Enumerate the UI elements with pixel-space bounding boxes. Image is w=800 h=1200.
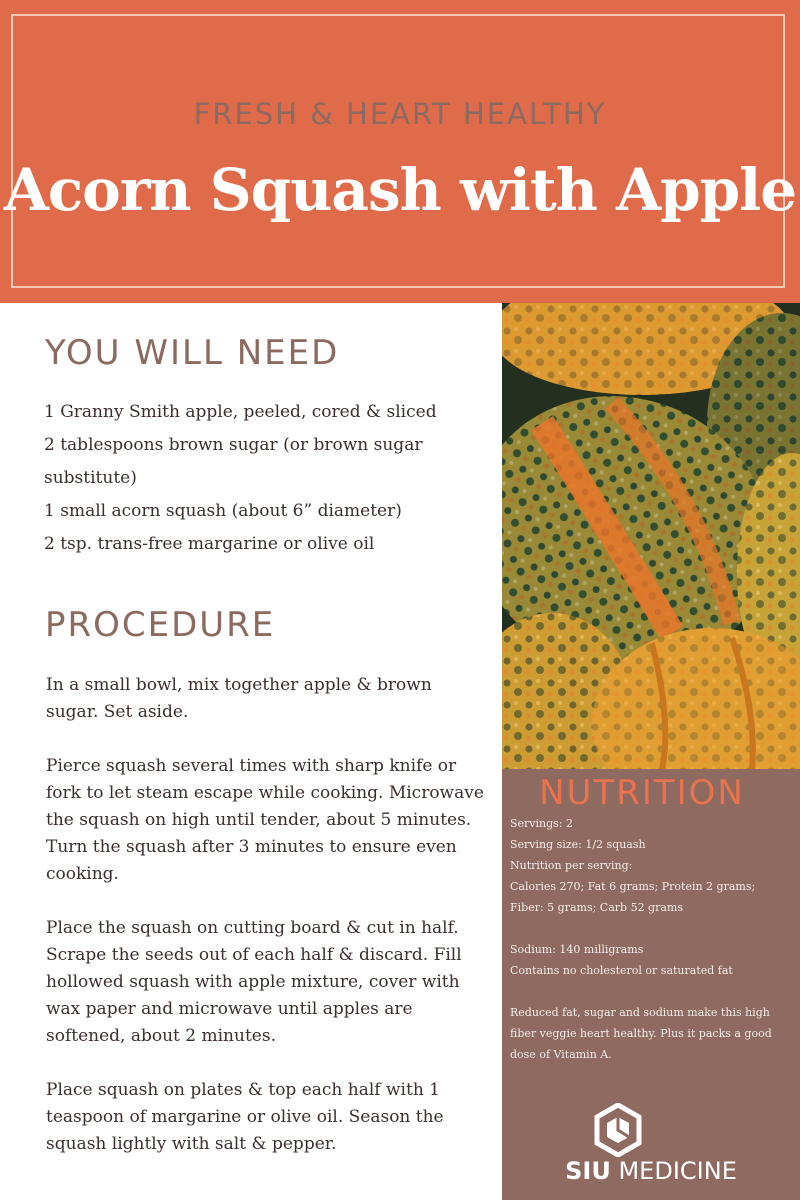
ingredients-list bbox=[44, 396, 474, 561]
nutrition-line: fiber veggie heart healthy. Plus it packs a good bbox=[510, 1027, 772, 1040]
nutrition-line: Servings: 2 bbox=[510, 817, 574, 830]
procedure-heading: PROCEDURE bbox=[45, 605, 276, 645]
procedure-step: Place the squash on cutting board & cut in half. Scrape the seeds out of each half & discard. Fill hollowed squash with apple mixture, cover with wax paper and microwave until apples are softened, about 2 minutes. bbox=[46, 918, 462, 1046]
procedure-steps bbox=[46, 672, 486, 1185]
ingredient-line: 1 Granny Smith apple, peeled, cored & sliced bbox=[44, 402, 437, 422]
procedure-step: In a small bowl, mix together apple & brown sugar. Set aside. bbox=[46, 675, 432, 722]
header-banner bbox=[0, 0, 800, 303]
squash-photo bbox=[502, 303, 800, 769]
procedure-step: Pierce squash several times with sharp knife or fork to let steam escape while cooking. Microwave the squash on high until tender, about 5 minutes. Turn the squash after 3 minutes to ensure even cooking. bbox=[46, 756, 484, 884]
nutrition-facts bbox=[510, 813, 795, 1065]
nutrition-line: dose of Vitamin A. bbox=[510, 1048, 612, 1061]
siu-logo-icon bbox=[594, 1103, 642, 1157]
recipe-content bbox=[0, 303, 502, 1200]
recipe-title: Acorn Squash with Apple bbox=[3, 156, 797, 224]
procedure-step: Place squash on plates & top each half with 1 teaspoon of margarine or olive oil. Season the squash lightly with salt & pepper. bbox=[46, 1080, 444, 1154]
nutrition-panel bbox=[502, 769, 800, 1200]
nutrition-line: Contains no cholesterol or saturated fat bbox=[510, 964, 733, 977]
header-frame bbox=[11, 14, 785, 288]
nutrition-line: Serving size: 1/2 squash bbox=[510, 838, 646, 851]
ingredient-line: 2 tablespoons brown sugar (or brown sugar bbox=[44, 435, 423, 455]
nutrition-line: Reduced fat, sugar and sodium make this high bbox=[510, 1006, 770, 1019]
ingredient-line: substitute) bbox=[44, 468, 137, 488]
nutrition-heading: NUTRITION bbox=[539, 773, 745, 813]
siu-medicine-wordmark bbox=[502, 1157, 800, 1185]
brand-siu: SIU bbox=[565, 1157, 611, 1185]
ingredient-line: 1 small acorn squash (about 6” diameter) bbox=[44, 501, 402, 521]
header-kicker: FRESH & HEART HEALTHY bbox=[193, 97, 607, 131]
nutrition-line: Sodium: 140 milligrams bbox=[510, 943, 644, 956]
nutrition-line: Fiber: 5 grams; Carb 52 grams bbox=[510, 901, 683, 914]
squash-illustration bbox=[502, 303, 800, 769]
nutrition-line: Calories 270; Fat 6 grams; Protein 2 grams; bbox=[510, 880, 756, 893]
ingredient-line: 2 tsp. trans-free margarine or olive oil bbox=[44, 534, 375, 554]
ingredients-heading: YOU WILL NEED bbox=[45, 333, 340, 373]
brand-medicine: MEDICINE bbox=[618, 1157, 737, 1185]
nutrition-line: Nutrition per serving: bbox=[510, 859, 633, 872]
